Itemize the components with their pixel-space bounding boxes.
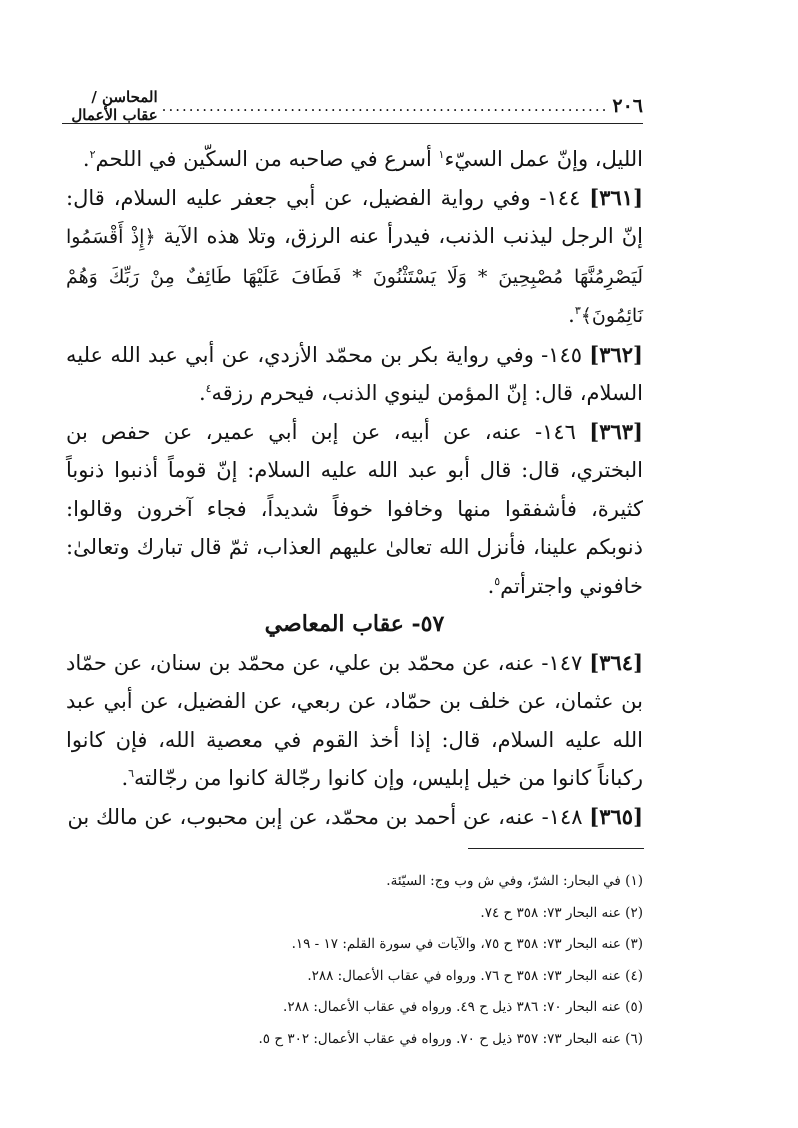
footnote-marker: ٦ [128,767,135,780]
main-text [66,140,643,836]
paragraph-text: ١٤٦- عنه، عن أبيه، عن إبن أبي عمير، عن حفص بن البختري، قال: قال أبو عبد الله عليه السلام: إنّ قوماً أذنبوا ذنوباً كثيرة، فأشفقوا منها وخافوا خوفاً شديداً، فجاء آخرون وقالوا: ذنوبكم علينا، فأنزل الله تعالىٰ عليهم العذاب، ثمّ قال تبارك وتعالىٰ: خافوني واجترأتم [66,419,643,598]
hadith-number: [٣٦٥] [589,803,643,829]
footnote: (٣) عنه البحار ٧٣: ٣٥٨ ح ٧٥، والآيات في سورة القلم: ١٧ - ١٩. [291,936,643,952]
footnote: (٢) عنه البحار ٧٣: ٣٥٨ ح ٧٤. [480,904,643,921]
paragraph-text: الليل، وإنّ عمل السيّء [444,147,643,171]
paragraph-text: أسرع في صاحبه من السكّين في اللحم [95,147,439,171]
hadith-number: [٣٦١] [589,184,643,210]
hadith-362: [٣٦٢] ١٤٥- وفي رواية بكر بن محمّد الأزدي، عن أبي عبد الله عليه السلام، قال: إنّ المؤمن لينوي الذنب، فيحرم رزقه$^٤$. [66,341,643,405]
paragraph-text: ١٤٨- عنه، عن أحمد بن محمّد، عن إبن محبوب، عن مالك بن [67,804,590,829]
footnote-rule [468,848,644,849]
paragraph-text: ١٤٤- وفي رواية الفضيل، عن أبي جعفر عليه السلام، قال: إنّ الرجل ليذنب الذنب، فيدرأ عنه الرزق، وتلا هذه الآية [66,185,643,248]
hadith-361: [٣٦١] ١٤٤- وفي رواية الفضيل، عن أبي جعفر عليه السلام، قال: إنّ الرجل ليذنب الذنب، فيدرأ عنه الرزق، وتلا هذه الآية ﴿إِذْ أَقْسَمُوا لَيَصْرِمُنَّهَا مُصْبِحِينَ * وَلَا يَسْتَثْنُونَ * فَطَافَ عَلَيْهَا طَائِفٌ مِنْ رَبِّكَ وَهُمْ نَائِمُونَ﴾$^٣$. [66,184,643,327]
footnote: (١) في البحار: الشرّ، وفي ش وب وج: السيّئة. [386,873,643,889]
footnote: (٦) عنه البحار ٧٣: ٣٥٧ ذيل ح ٧٠. ورواه في عقاب الأعمال: ٣٠٢ ح ٥. [258,1030,643,1047]
hadith-365 [66,798,643,837]
page-header [62,88,643,124]
header-dot-leader: .................................................................. [161,97,609,115]
page-number: ٢٠٦ [612,95,643,117]
footnote-marker: ٥ [494,574,501,588]
paragraph-text: ١٤٥- وفي رواية بكر بن محمّد الأزدي، عن أبي عبد الله عليه السلام، قال: إنّ المؤمن لينوي الذنب، فيحرم رزقه [66,342,643,405]
running-title: المحاسن / عقاب الأعمال [71,88,158,124]
hadith-number: [٣٦٣] [589,418,643,444]
quran-verse: ﴿إِذْ أَقْسَمُوا لَيَصْرِمُنَّهَا مُصْبِحِينَ * وَلَا يَسْتَثْنُونَ * فَطَافَ عَلَيْهَا طَائِفٌ مِنْ رَبِّكَ وَهُمْ نَائِمُونَ﴾ [66,226,643,327]
footnotes [150,866,643,1055]
hadith-number: [٣٦٢] [589,341,643,367]
footnote-marker: ٢ [89,148,96,161]
footnote-marker: ١ [438,148,445,161]
footnote: (٥) عنه البحار ٧٠: ٣٨٦ ذيل ح ٤٩. ورواه في عقاب الأعمال: ٢٨٨. [283,999,643,1015]
footnote-marker: ٣ [574,304,581,317]
section-heading: ٥٧- عقاب المعاصي [264,611,445,637]
hadith-364: [٣٦٤] ١٤٧- عنه، عن محمّد بن علي، عن محمّد بن سنان، عن حمّاد بن عثمان، عن خلف بن حمّاد، عن ربعي، عن الفضيل، عن أبي عبد الله عليه السلام، قال: إذا أخذ القوم في معصية الله، فإن كانوا ركباناً كانوا من خيل إبليس، وإن كانوا رجّالة كانوا من رجّالته$^٦$. [66,649,643,790]
header-rule [62,123,643,124]
paragraph-text: ١٤٧- عنه، عن محمّد بن علي، عن محمّد بن سنان، عن حمّاد بن عثمان، عن خلف بن حمّاد، عن ربعي، عن الفضيل، عن أبي عبد الله عليه السلام، قال: إذا أخذ القوم في معصية الله، فإن كانوا ركباناً كانوا من خيل إبليس، وإن كانوا رجّالة كانوا من رجّالته [66,650,643,790]
footnote: (٤) عنه البحار ٧٣: ٣٥٨ ح ٧٦. ورواه في عقاب الأعمال: ٢٨٨. [307,967,643,984]
paragraph-continuation: الليل، وإنّ عمل السيّء$^١$ أسرع في صاحبه من السكّين في اللحم$^٢$. [82,147,643,171]
footnote-marker: ٤ [205,382,212,395]
hadith-363: [٣٦٣] ١٤٦- عنه، عن أبيه، عن إبن أبي عمير، عن حفص بن البختري، قال: قال أبو عبد الله عليه السلام: إنّ قوماً أذنبوا ذنوباً كثيرة، فأشفقوا منها وخافوا خوفاً شديداً، فجاء آخرون وقالوا: ذنوبكم علينا، فأنزل الله تعالىٰ عليهم العذاب، ثمّ قال تبارك وتعالىٰ: خافوني واجترأتم$^٥$. [66,418,643,598]
hadith-number: [٣٦٤] [589,649,643,675]
